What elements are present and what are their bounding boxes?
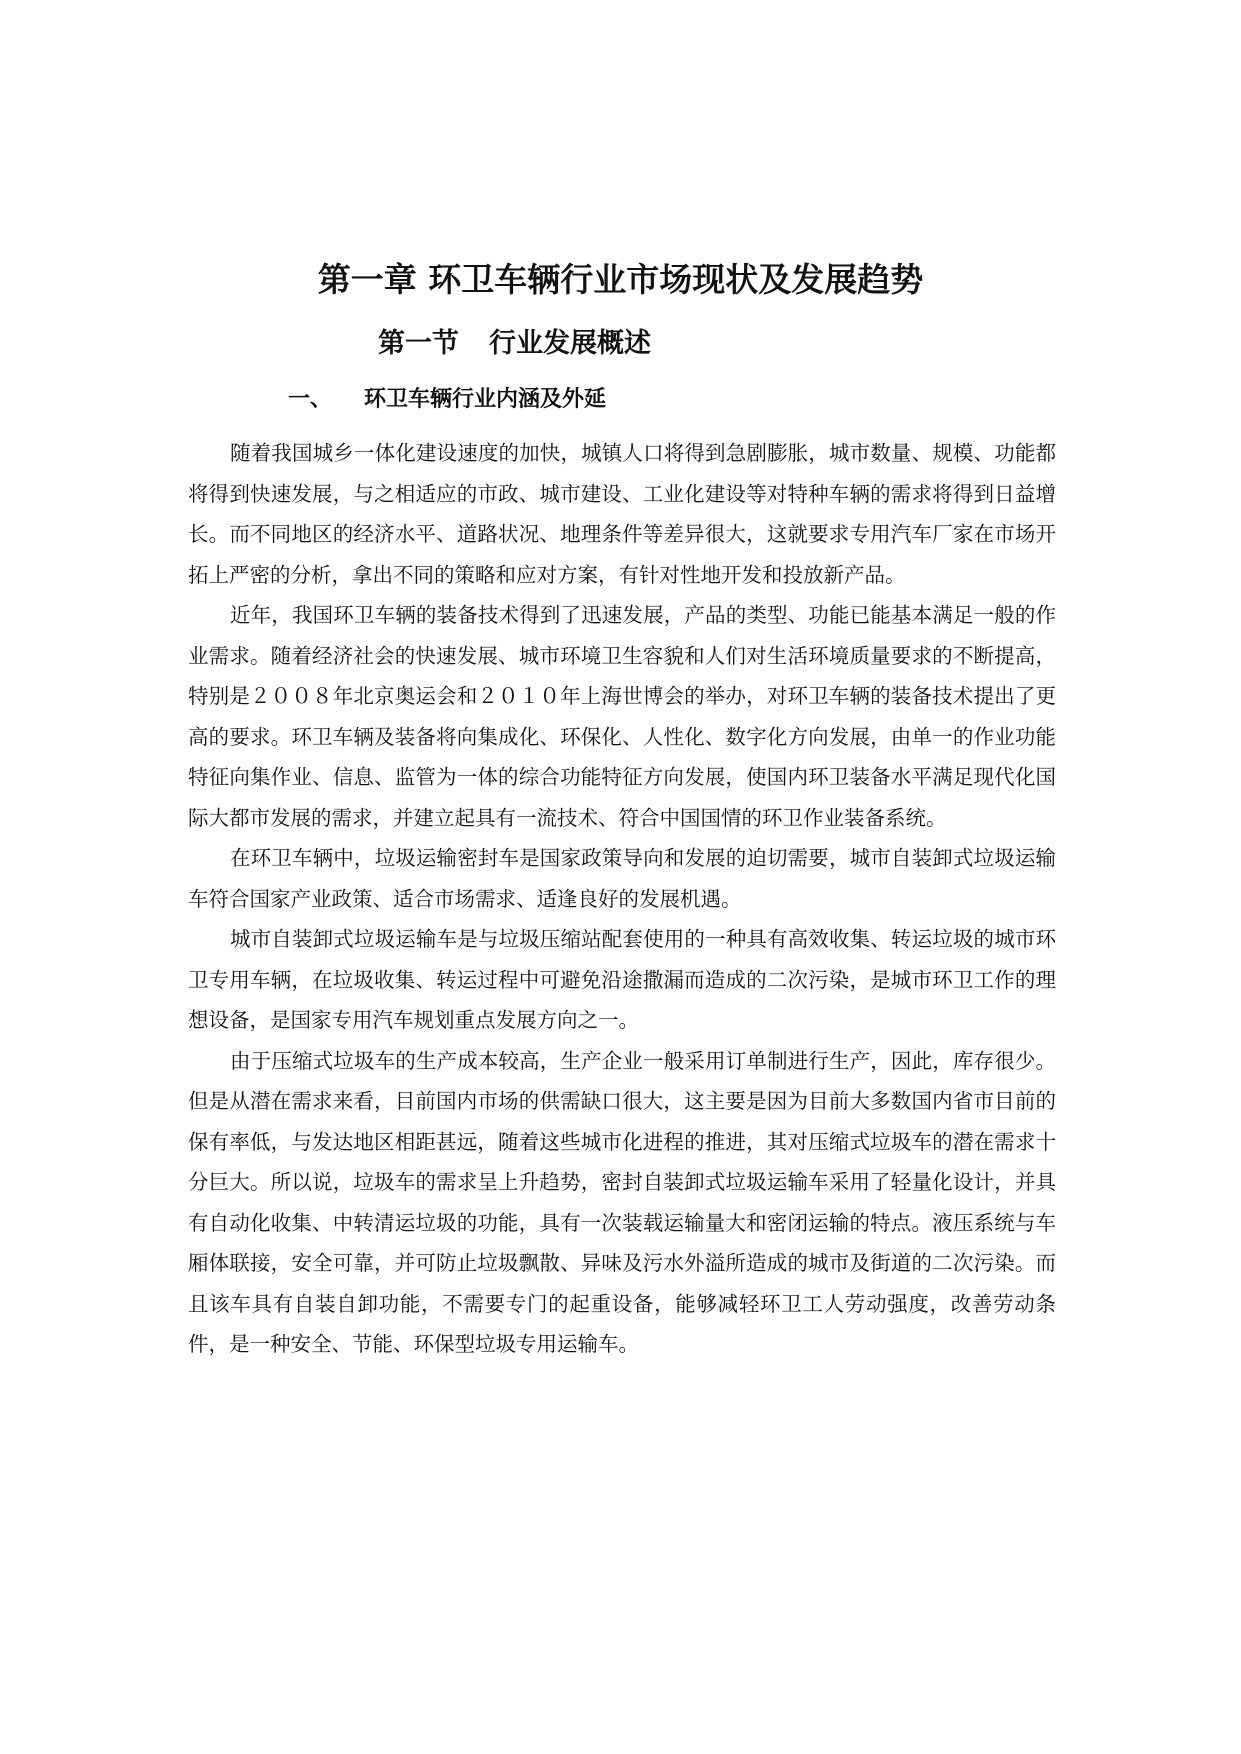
section-heading xyxy=(378,325,651,363)
subsection-title: 环卫车辆行业内涵及外延 xyxy=(364,386,607,412)
section-title: 行业发展概述 xyxy=(489,328,651,359)
paragraph-3: 在环卫车辆中，垃圾运输密封车是国家政策导向和发展的迫切需要，城市自装卸式垃圾运输车符合国家产业政策、适合市场需求、适逢良好的发展机遇。 xyxy=(188,846,1056,911)
paragraph-4: 城市自装卸式垃圾运输车是与垃圾压缩站配套使用的一种具有高效收集、转运垃圾的城市环卫专用车辆，在垃圾收集、转运过程中可避免沿途撒漏而造成的二次污染，是城市环卫工作的理想设备，是国家专用汽车规划重点发展方向之一。 xyxy=(188,927,1056,1032)
paragraph-5: 由于压缩式垃圾车的生产成本较高，生产企业一般采用订单制进行生产，因此，库存很少。但是从潜在需求来看，目前国内市场的供需缺口很大，这主要是因为目前大多数国内省市目前的保有率低，与发达地区相距甚远，随着这些城市化进程的推进，其对压缩式垃圾车的潜在需求十分巨大。所以说，垃圾车的需求呈上升趋势，密封自装卸式垃圾运输车采用了轻量化设计，并具有自动化收集、中转清运垃圾的功能，具有一次装载运输量大和密闭运输的特点。液压系统与车厢体联接，安全可靠，并可防止垃圾飘散、异味及污水外溢所造成的城市及街道的二次污染。而且该车具有自装自卸功能，不需要专门的起重设备，能够减轻环卫工人劳动强度，改善劳动条件，是一种安全、节能、环保型垃圾专用运输车。 xyxy=(188,1048,1056,1356)
subsection-heading xyxy=(288,382,606,416)
chapter-title: 第一章 环卫车辆行业市场现状及发展趋势 xyxy=(317,260,924,299)
paragraph-1: 随着我国城乡一体化建设速度的加快，城镇人口将得到急剧膨胀，城市数量、规模、功能都将得到快速发展，与之相适应的市政、城市建设、工业化建设等对特种车辆的需求将得到日益增长。而不同地区的经济水平、道路状况、地理条件等差异很大，这就要求专用汽车厂家在市场开拓上严密的分析，拿出不同的策略和应对方案，有针对性地开发和投放新产品。 xyxy=(188,441,1056,587)
section-number: 第一节 xyxy=(378,328,459,359)
body-text xyxy=(188,433,1056,1365)
subsection-number: 一、 xyxy=(288,386,333,412)
paragraph-2: 近年，我国环卫车辆的装备技术得到了迅速发展，产品的类型、功能已能基本满足一般的作业需求。随着经济社会的快速发展、城市环境卫生容貌和人们对生活环境质量要求的不断提高，特别是２００８年北京奥运会和２０１０年上海世博会的举办，对环卫车辆的装备技术提出了更高的要求。环卫车辆及装备将向集成化、环保化、人性化、数字化方向发展，由单一的作业功能特征向集作业、信息、监管为一体的综合功能特征方向发展，使国内环卫装备水平满足现代化国际大都市发展的需求，并建立起具有一流技术、符合中国国情的环卫作业装备系统。 xyxy=(188,603,1056,830)
